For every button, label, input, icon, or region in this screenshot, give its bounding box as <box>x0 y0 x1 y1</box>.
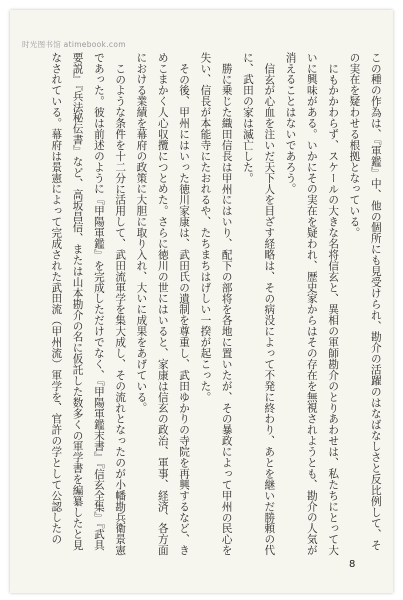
page-number: 8 <box>349 559 356 570</box>
paragraph: 勝に乗じた織田信長は甲州にはいり、配下の部将を各地に置いたが、その暴政によって甲州の民心を失い、信長が本能寺にたおれるや、たちまちはげしい一揆が起こった。 <box>199 52 233 556</box>
paragraph: にもかかわらず、スケールの大きな名将信玄と、異相の軍師勘介のとりあわせは、私たちにとって大いに興味がある。いかにその実在を疑われ、歴史家からはその存在を無視されようとも、勘介の人気が消えることはないであろう。 <box>284 52 340 556</box>
paragraph: その後、甲州にはいった徳川家康は、武田氏の遺制を尊重し、武田ゆかりの寺院を再興するなど、きめこまかく人心収攬につとめた。さらに徳川の世にはいると、家康は信玄の政治、軍事、経済、各方面における業績を幕府の政策に大胆に取り入れ、大いに成果をあげている。 <box>135 52 191 556</box>
body-text-block <box>45 52 382 556</box>
vertical-text-column <box>45 52 386 556</box>
paragraph: このような条件を十二分に活用して、武田流軍学を集大成し、その流れとなったのが小幡勘兵衛景憲であった。彼は前述のように『甲陽軍鑑』を完成しただけでなく、『甲陽軍鑑末書』『信玄全集』『武具要説』『兵法秘伝書』など、高坂昌信、または山本勘介の名に仮託した数多くの軍学書を編纂したと見なされている。幕府は景憲によって完成された武田流（甲州流）軍学を、官許の学として公認したの <box>50 52 127 556</box>
watermark: 时光图书馆 atimebook.com <box>22 40 126 49</box>
paragraph: 信玄が心血を注いだ天下人を目ざす経略は、その病没によって不発に終わり、あとを継いだ勝頼の代に、武田の家は滅亡した。 <box>241 52 276 556</box>
paragraph: この種の作為は、『軍鑑』中、他の個所にも見受けられ、勘介の活躍のはなばなしさと反比例して、その実在を疑わせる根拠となっている。 <box>348 52 382 551</box>
book-page <box>10 10 393 593</box>
